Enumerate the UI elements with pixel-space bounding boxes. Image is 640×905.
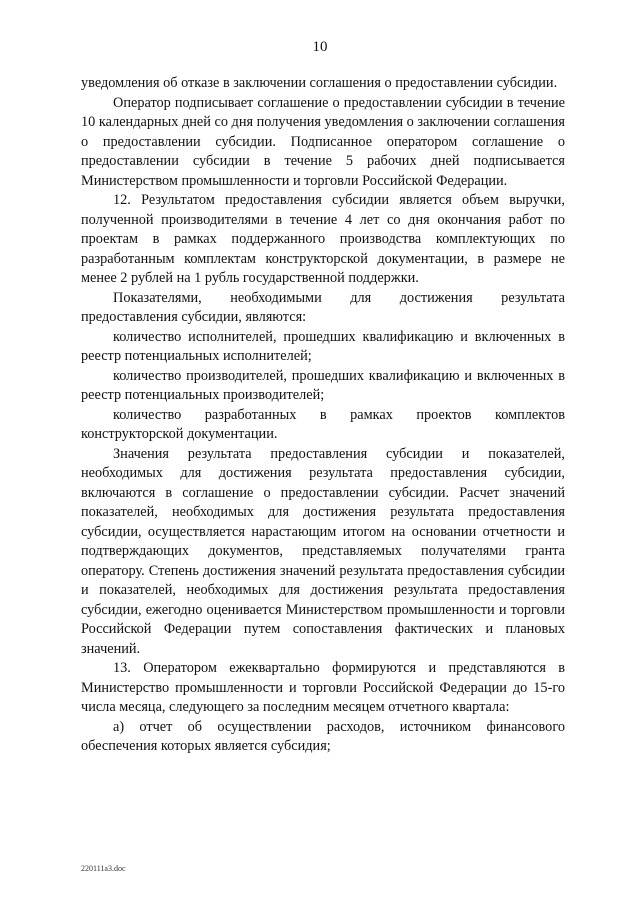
paragraph: а) отчет об осуществлении расходов, источником финансового обеспечения которых является субсидия; — [81, 718, 565, 754]
paragraph: количество исполнителей, прошедших квалификацию и включенных в реестр потенциальных исполнителей; — [81, 328, 565, 364]
paragraph: Значения результата предоставления субсидии и показателей, необходимых для достижения результата предоставления субсидии, включаются в соглашение о предоставлении субсидии. Расчет значений показателей, необходимых для достижения результата предоставления субсидии, осуществляется нарастающим итогом на основании отчетности и подтверждающих документов, представляемых получателями гранта оператору. Степень достижения значений результата предоставления субсидии и показателей, необходимых для достижения результата предоставления субсидии, ежегодно оценивается Министерством промышленности и торговли Российской Федерации путем сопоставления фактических и плановых значений. — [81, 445, 565, 657]
page-number: 10 — [312, 39, 328, 55]
paragraph: Оператор подписывает соглашение о предоставлении субсидии в течение 10 календарных дней со дня получения уведомления о заключении соглашения о предоставлении субсидии. Подписанное оператором соглашение о предоставлении субсидии в течение 5 рабочих дней подписывается Министерством промышленности и торговли Российской Федерации. — [81, 94, 565, 189]
paragraph: уведомления об отказе в заключении соглашения о предоставлении субсидии. — [81, 75, 558, 91]
paragraph: количество разработанных в рамках проектов комплектов конструкторской документации. — [81, 406, 565, 442]
footer-filename: 220111a3.doc — [81, 864, 126, 873]
paragraph: Показателями, необходимыми для достижения результата предоставления субсидии, являются: — [81, 289, 565, 325]
document-body — [81, 74, 565, 757]
paragraph: количество производителей, прошедших квалификацию и включенных в реестр потенциальных производителей; — [81, 367, 565, 403]
paragraph: 13. Оператором ежеквартально формируются и представляются в Министерство промышленности и торговли Российской Федерации до 15-го числа месяца, следующего за последним месяцем отчетного квартала: — [81, 660, 565, 715]
paragraph: 12. Результатом предоставления субсидии является объем выручки, полученной производителями в течение 4 лет со дня окончания работ по проектам в рамках поддержанного производства комплектующих по разработанным комплектам конструкторской документации, в размере не менее 2 рублей на 1 рубль государственной поддержки. — [81, 192, 565, 286]
